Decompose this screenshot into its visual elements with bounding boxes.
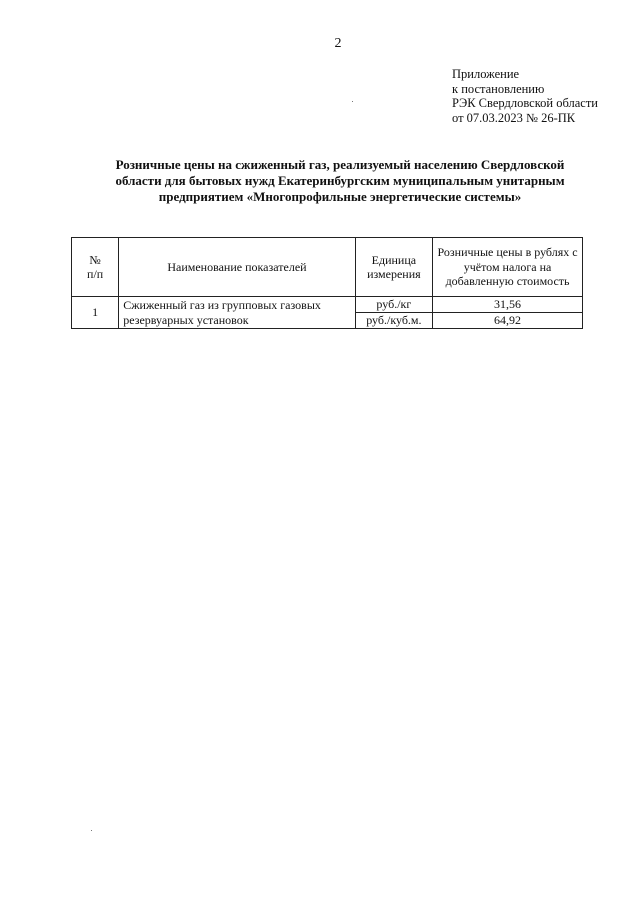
title-line: Розничные цены на сжиженный газ, реализуемый населению Свердловской: [115, 157, 565, 172]
scan-speck: [352, 101, 353, 102]
unit-cell: руб./кг: [355, 297, 432, 313]
unit-cell: руб./куб.м.: [355, 313, 432, 329]
appendix-line: от 07.03.2023 № 26-ПК: [452, 110, 576, 125]
price-cell: 31,56: [433, 297, 583, 313]
col-header-unit-line: измерения: [367, 267, 421, 281]
row-number: 1: [72, 297, 119, 329]
col-header-unit: [355, 238, 432, 297]
col-header-price: Розничные цены в рублях с учётом налога на добавленную стоимость: [433, 238, 583, 297]
scan-speck: [91, 830, 92, 831]
appendix-line: Приложение: [452, 67, 520, 81]
page-number: 2: [334, 36, 342, 51]
price-table: [71, 237, 583, 329]
col-header-number-pp: п/п: [87, 267, 104, 281]
appendix-line: РЭК Свердловской области: [452, 96, 598, 110]
appendix-note: [452, 67, 598, 125]
document-title: [80, 157, 600, 205]
col-header-name: Наименование показателей: [119, 238, 355, 297]
table-row: [72, 297, 583, 313]
row-name: Сжиженный газ из групповых газовых резервуарных установок: [119, 297, 355, 329]
title-line: предприятием «Многопрофильные энергетические системы»: [158, 189, 522, 204]
table-header-row: [72, 238, 583, 297]
col-header-number-sign: №: [89, 252, 101, 267]
col-header-unit-line: Единица: [371, 252, 417, 267]
price-cell: 64,92: [433, 313, 583, 329]
title-line: области для бытовых нужд Екатеринбургским муниципальным унитарным: [115, 173, 565, 188]
appendix-line: к постановлению: [452, 81, 545, 96]
col-header-number: [72, 238, 119, 297]
